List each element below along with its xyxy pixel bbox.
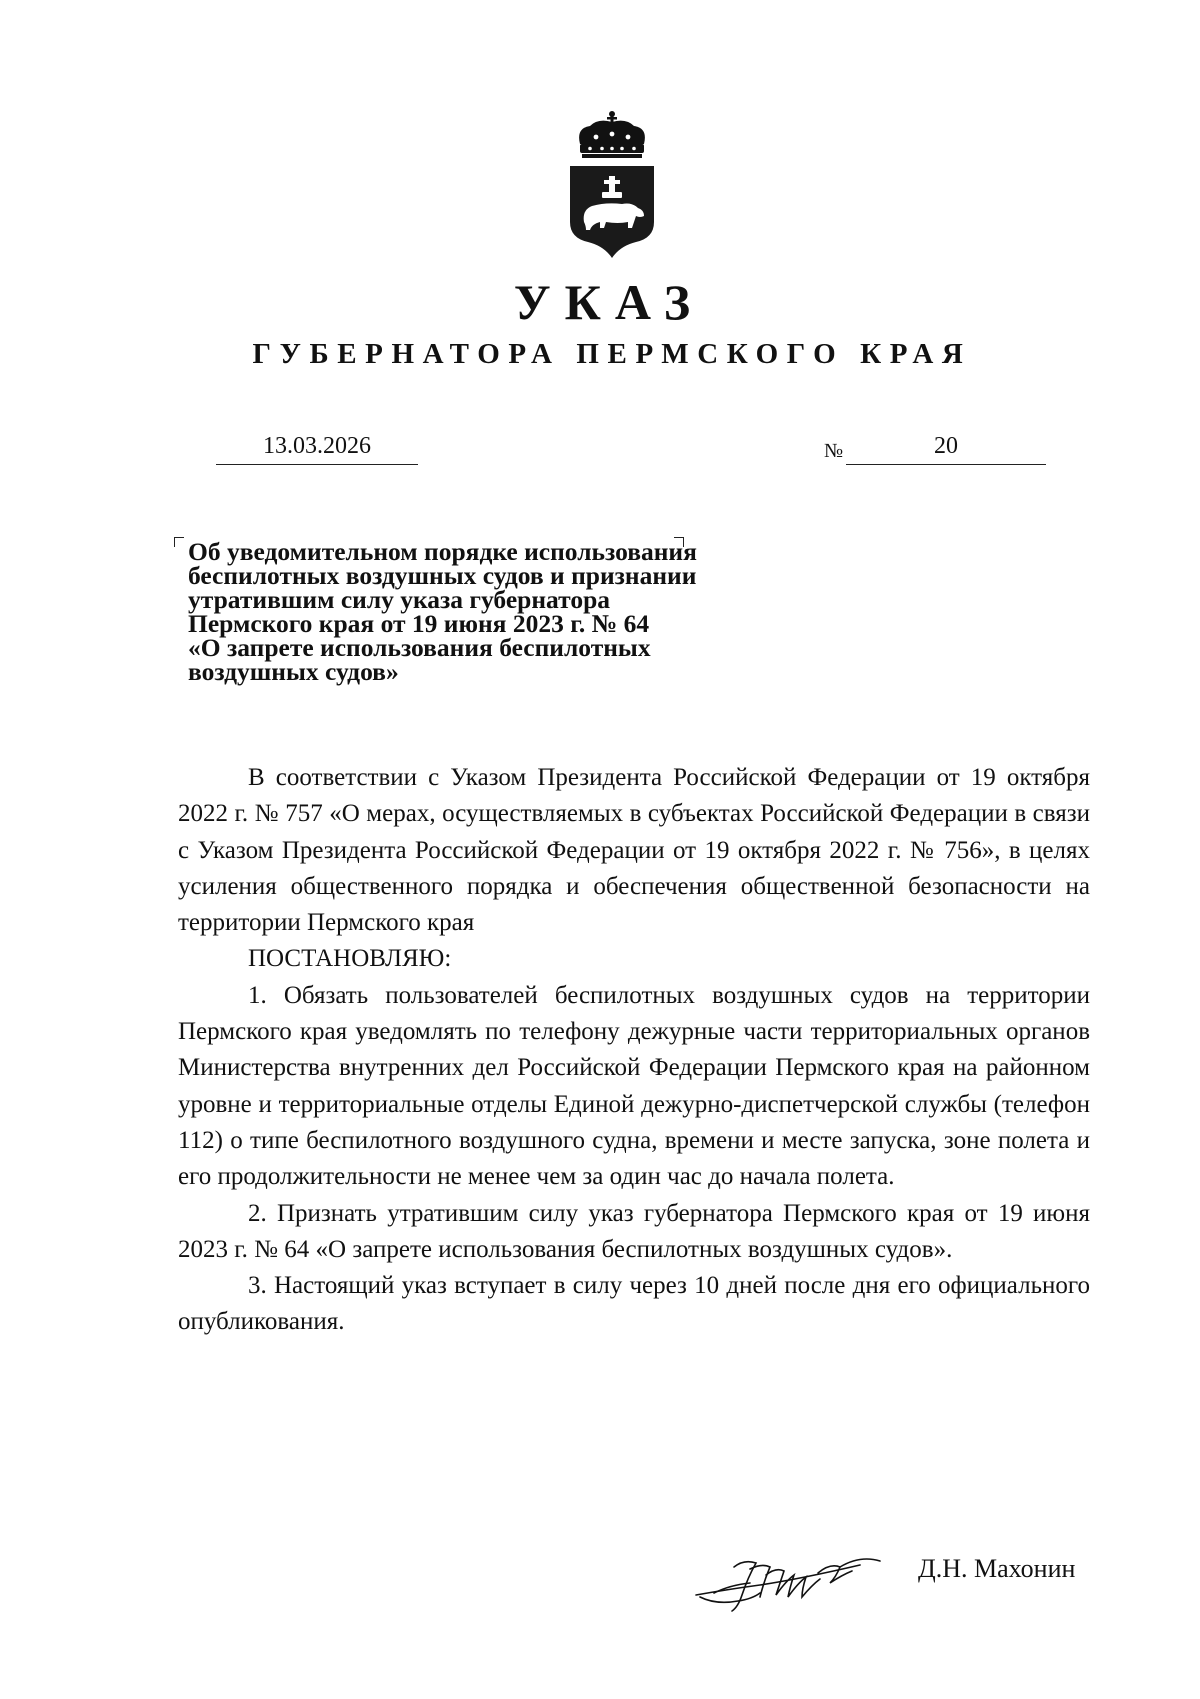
subject-line: Об уведомительном порядке использования — [188, 537, 697, 566]
document-date: 13.03.2026 — [216, 428, 418, 465]
document-body — [178, 760, 1090, 1341]
document-title: УКАЗ — [513, 274, 705, 330]
document-number: 20 — [846, 428, 1046, 465]
decree-item: 3. Настоящий указ вступает в силу через 10 дней после дня его официального опубликования. — [178, 1272, 1090, 1336]
handwritten-signature-icon — [690, 1545, 890, 1620]
subject-line: Пермского края от 19 июня 2023 г. № 64 — [188, 609, 650, 638]
subject-line: утратившим силу указа губернатора — [188, 585, 610, 614]
signer-name: Д.Н. Махонин — [918, 1554, 1076, 1583]
resolve-heading: ПОСТАНОВЛЯЮ: — [248, 945, 452, 973]
subject-line: «О запрете использования беспилотных — [188, 633, 651, 662]
number-sign: № — [824, 440, 844, 462]
heading-corner-left — [174, 537, 184, 547]
document-subtitle: ГУБЕРНАТОРА ПЕРМСКОГО КРАЯ — [252, 338, 972, 370]
preamble-paragraph: В соответствии с Указом Президента Российской Федерации от 19 октября 2022 г. № 757 «О мерах, осуществляемых в субъектах Российской Федерации в связи с Указом Президента Российской Федерации от 19 октября 2022 г. № 756», в целях усиления общественного порядка и обеспечения общественной безопасности на территории Пермского края — [178, 764, 1090, 937]
subject-line: воздушных судов» — [188, 657, 399, 686]
decree-item: 1. Обязать пользователей беспилотных воздушных судов на территории Пермского края уведомлять по телефону дежурные части территориальных органов Министерства внутренних дел Российской Федерации Пермского края на районном уровне и территориальные отделы Единой дежурно-диспетчерской службы (телефон 112) о типе беспилотного воздушного судна, времени и месте запуска, зоне полета и его продолжительности не менее чем за один час до начала полета. — [178, 981, 1090, 1191]
perm-krai-coat-of-arms-icon — [566, 110, 658, 260]
decree-item: 2. Признать утратившим силу указ губернатора Пермского края от 19 июня 2023 г. № 64 «О запрете использования беспилотных воздушных судов». — [178, 1199, 1090, 1263]
document-subject — [188, 537, 768, 686]
subject-line: беспилотных воздушных судов и признании — [188, 561, 697, 590]
